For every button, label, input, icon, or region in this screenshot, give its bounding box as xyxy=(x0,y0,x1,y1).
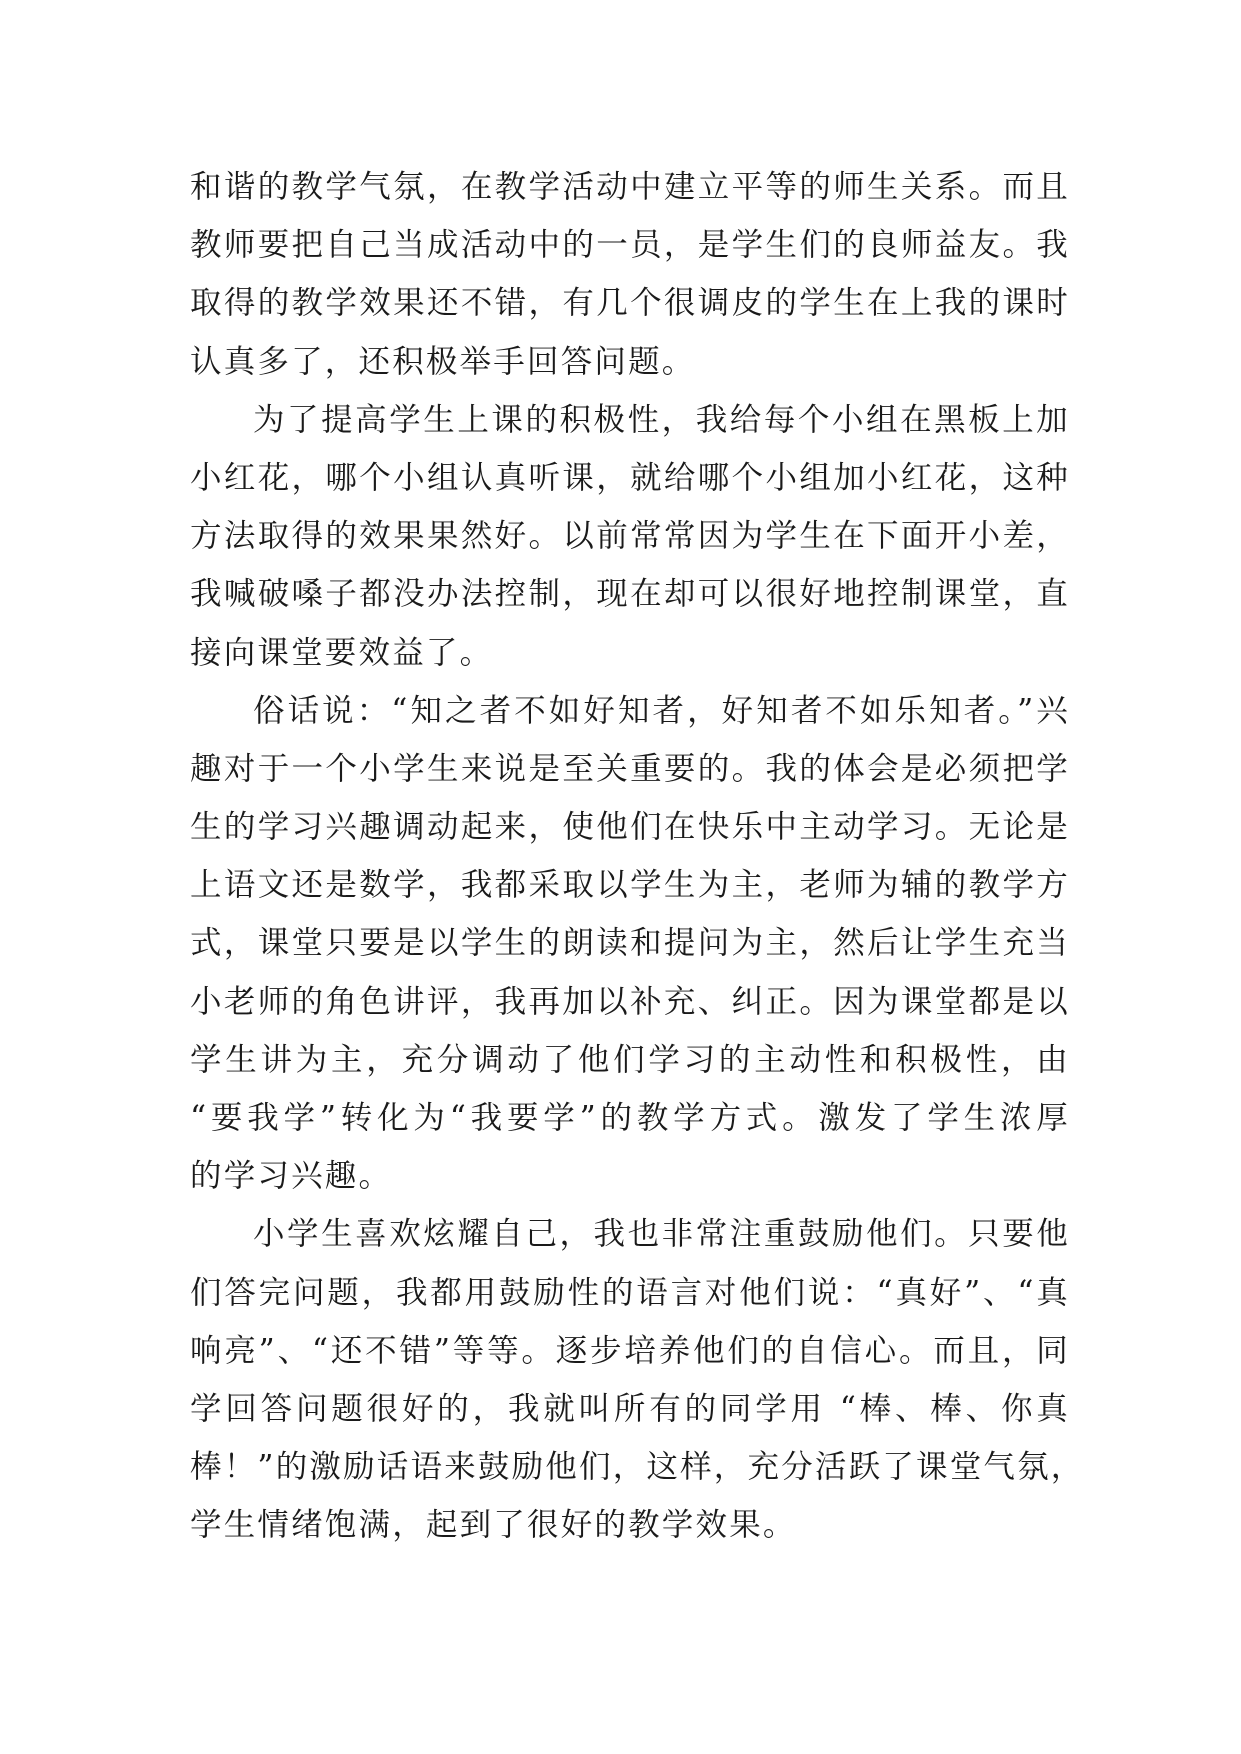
text-line: 们答完问题，我都用鼓励性的语言对他们说：“真好”、“真 xyxy=(190,1274,1070,1311)
text-line: 教师要把自己当成活动中的一员，是学生们的良师益友。我 xyxy=(190,227,1070,264)
text-line: 趣对于一个小学生来说是至关重要的。我的体会是必须把学 xyxy=(190,750,1070,787)
text-line: 小红花，哪个小组认真听课，就给哪个小组加小红花，这种 xyxy=(190,459,1070,496)
text-line: 学回答问题很好的，我就叫所有的同学用 “棒、棒、你真 xyxy=(190,1390,1070,1427)
paragraph-first-line: 小学生喜欢炫耀自己，我也非常注重鼓励他们。只要他 xyxy=(253,1216,1070,1253)
text-line: 认真多了，还积极举手回答问题。 xyxy=(190,343,696,380)
text-line: 学生情绪饱满，起到了很好的教学效果。 xyxy=(190,1507,797,1544)
text-line: 式，课堂只要是以学生的朗读和提问为主，然后让学生充当 xyxy=(190,925,1070,962)
text-line: 生的学习兴趣调动起来，使他们在快乐中主动学习。无论是 xyxy=(190,809,1070,846)
text-line: “要我学”转化为“我要学”的教学方式。激发了学生浓厚 xyxy=(190,1100,1070,1136)
text-line: 上语文还是数学，我都采取以学生为主，老师为辅的教学方 xyxy=(190,867,1070,904)
text-line: 的学习兴趣。 xyxy=(190,1158,393,1195)
text-line: 取得的教学效果还不错，有几个很调皮的学生在上我的课时 xyxy=(190,285,1070,322)
text-line: 小老师的角色讲评，我再加以补充、纠正。因为课堂都是以 xyxy=(190,983,1070,1020)
text-line: 方法取得的效果果然好。以前常常因为学生在下面开小差， xyxy=(190,518,1070,555)
text-line: 接向课堂要效益了。 xyxy=(190,634,494,671)
text-line: 我喊破嗓子都没办法控制，现在却可以很好地控制课堂，直 xyxy=(190,576,1070,613)
document-body xyxy=(190,158,1085,1555)
text-line: 响亮”、“还不错”等等。逐步培养他们的自信心。而且，同 xyxy=(190,1332,1070,1369)
paragraph-first-line: 俗话说：“知之者不如好知者，好知者不如乐知者。”兴 xyxy=(253,692,1070,729)
text-line: 学生讲为主，充分调动了他们学习的主动性和积极性，由 xyxy=(190,1041,1070,1078)
text-line: 和谐的教学气氛，在教学活动中建立平等的师生关系。而且 xyxy=(190,169,1070,205)
text-line: 棒！”的激励话语来鼓励他们，这样，充分活跃了课堂气氛， xyxy=(190,1449,1085,1486)
paragraph-first-line: 为了提高学生上课的积极性，我给每个小组在黑板上加 xyxy=(253,401,1070,438)
